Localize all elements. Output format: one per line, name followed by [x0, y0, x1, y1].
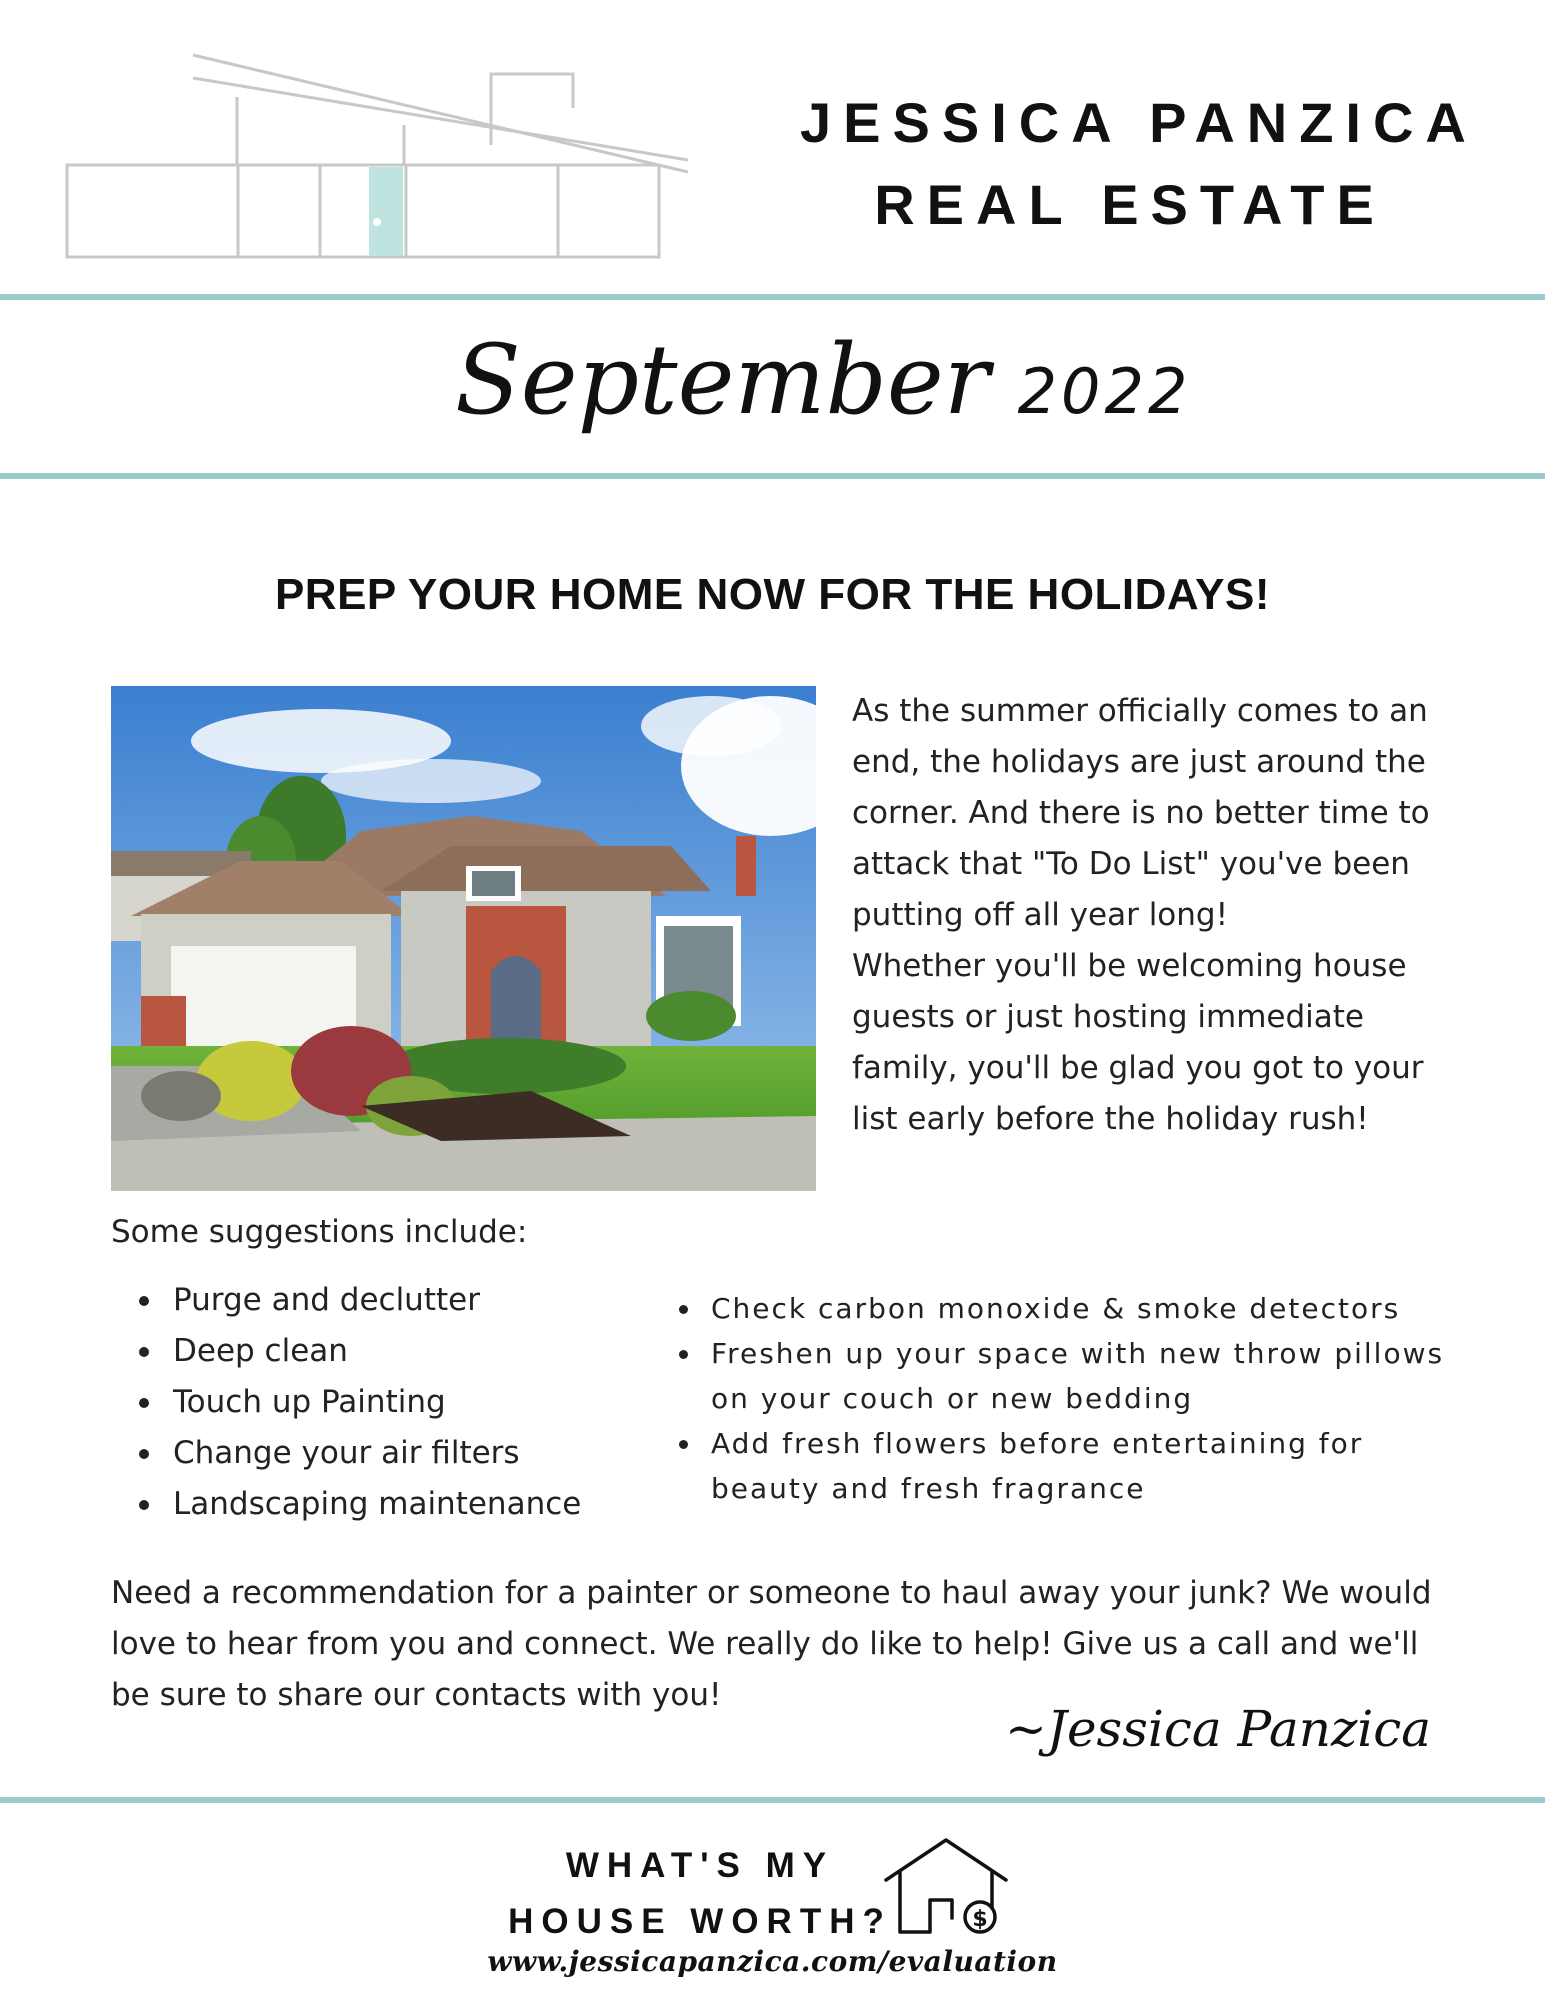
- list-item: Touch up Painting: [111, 1377, 581, 1428]
- divider-bottom: [0, 1797, 1545, 1803]
- suggestions-label: Some suggestions include:: [111, 1214, 528, 1250]
- company-logo: [60, 50, 700, 265]
- issue-year: 2022: [1017, 355, 1192, 428]
- list-item: Freshen up your space with new throw pillows on your couch or new bedding: [673, 1331, 1473, 1421]
- house-dollar-icon: [880, 1836, 1010, 1936]
- house-photo: [111, 686, 816, 1191]
- evaluation-link[interactable]: www.jessicapanzica.com/evaluation: [487, 1945, 1058, 1978]
- issue-date: [455, 300, 1191, 460]
- evaluation-cta[interactable]: [500, 1838, 900, 1950]
- list-item: Landscaping maintenance: [111, 1479, 581, 1530]
- house-photo-icon: [111, 686, 816, 1191]
- list-item: Change your air filters: [111, 1428, 581, 1479]
- cta-line-2: HOUSE WORTH?: [508, 1902, 892, 1941]
- cta-line-1: WHAT'S MY: [565, 1846, 835, 1885]
- intro-paragraph-1: As the summer officially comes to an end, the holidays are just around the corner. And there is no better time to attack that "To Do List" you've been putting off all year long!: [852, 693, 1430, 933]
- suggestions-list-right: [673, 1286, 1473, 1511]
- suggestions-list-left: [111, 1275, 581, 1530]
- brand-line-2: REAL ESTATE: [874, 173, 1386, 236]
- list-item: Add fresh flowers before entertaining for beauty and fresh fragrance: [673, 1421, 1473, 1511]
- article-headline: PREP YOUR HOME NOW FOR THE HOLIDAYS!: [274, 570, 1271, 619]
- brand-name: [800, 82, 1478, 246]
- svg-text:$: $: [972, 1907, 988, 1932]
- list-item: Deep clean: [111, 1326, 581, 1377]
- brand-line-1: JESSICA PANZICA: [800, 91, 1478, 154]
- divider-banner: [0, 473, 1545, 479]
- logo-door: [369, 167, 403, 256]
- issue-month: September: [455, 324, 990, 436]
- list-item: Check carbon monoxide & smoke detectors: [673, 1286, 1473, 1331]
- list-item: Purge and declutter: [111, 1275, 581, 1326]
- signature: ~Jessica Panzica: [1005, 1700, 1432, 1758]
- intro-text: [852, 686, 1452, 1145]
- intro-paragraph-2: Whether you'll be welcoming house guests or just hosting immediate family, you'll be glad you got to your list early before the holiday rush!: [852, 948, 1424, 1137]
- house-logo-icon: [60, 50, 700, 265]
- closing-paragraph: Need a recommendation for a painter or someone to haul away your junk? We would love to hear from you and connect. We really do like to help! Give us a call and we'll be sure to share our contacts with you!: [111, 1575, 1432, 1713]
